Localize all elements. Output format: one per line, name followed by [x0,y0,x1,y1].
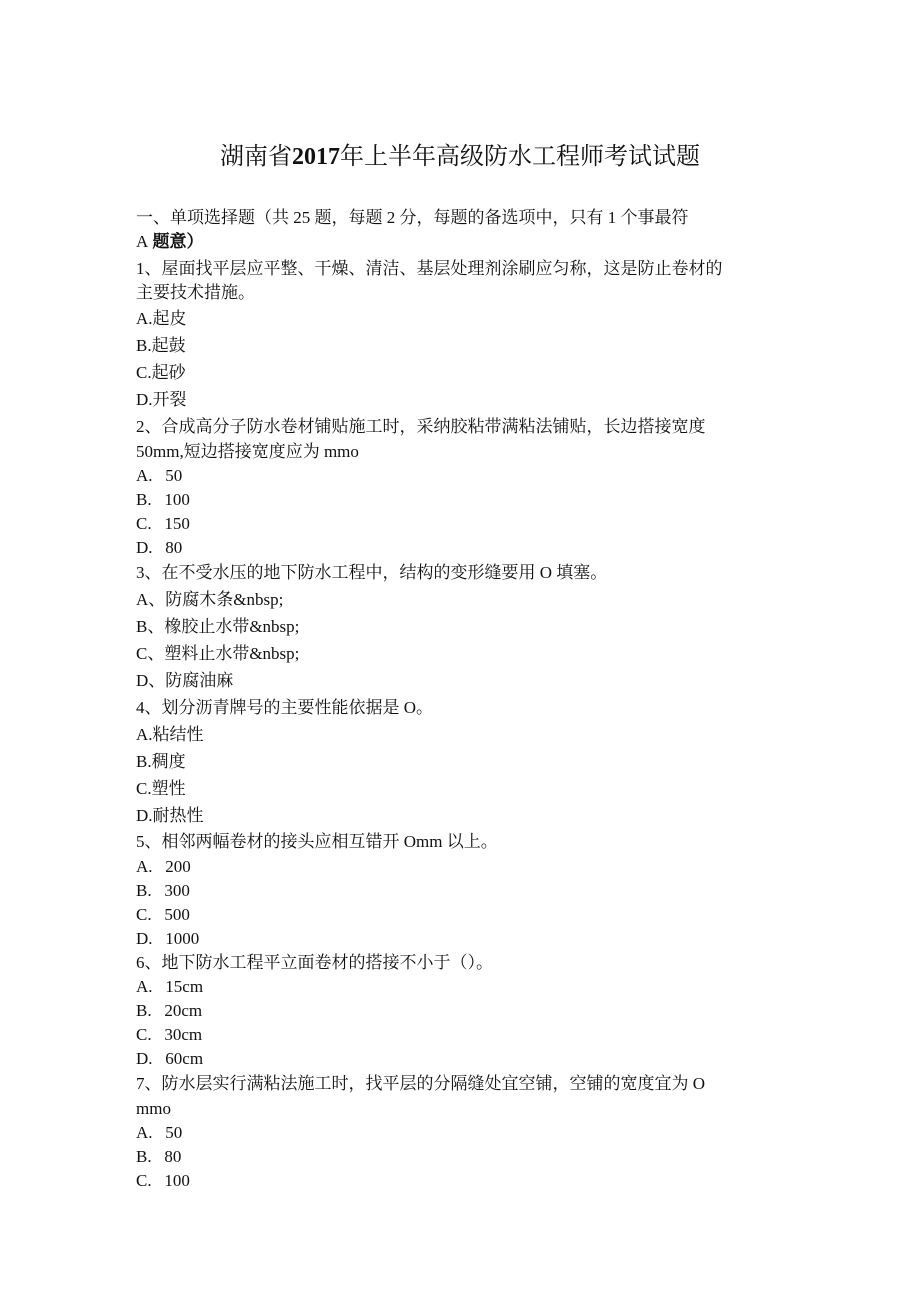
page-title [0,140,920,174]
title-suffix: 年上半年高级防水工程师考试试题 [340,144,700,170]
title-year: 2017 [292,144,340,170]
answer-option: D.耐热性 [136,806,204,825]
question-stem-line: 1、屋面找平层应平整、干燥、清洁、基层处理剂涂刷应匀称，这是防止卷材的 [136,259,723,278]
answer-option: C.塑性 [136,779,186,798]
answer-option: C. 30cm [136,1025,203,1044]
answer-option: D、防腐油麻 [136,671,234,690]
section-heading [136,206,786,254]
question-stem-line: 7、防水层实行满粘法施工时，找平层的分隔缝处宜空铺，空铺的宽度宜为 O [136,1074,706,1093]
answer-option: B. 300 [136,881,190,900]
document-body [136,206,786,1193]
question-stem-line: 5、相邻两幅卷材的接头应相互错开 Omm 以上。 [136,832,498,851]
question-stem-line: mmo [136,1099,171,1118]
answer-option: A.起皮 [136,309,187,328]
answer-option: A. 200 [136,857,191,876]
answer-option: D. 80 [136,538,183,557]
answer-option: A、防腐木条&nbsp; [136,590,284,609]
question-2 [136,413,786,560]
question-7 [136,1071,786,1193]
question-stem-line: 50mm,短边搭接宽度应为 mmo [136,442,359,461]
answer-option: C. 100 [136,1171,190,1190]
answer-option: B.稠度 [136,752,186,771]
question-stem-line: 3、在不受水压的地下防水工程中，结构的变形缝要用 O 填塞。 [136,563,608,582]
answer-option: A.粘结性 [136,725,204,744]
answer-option: B、橡胶止水带&nbsp; [136,617,300,636]
section-heading-line-2 [136,230,786,254]
answer-option: A. 50 [136,1123,183,1142]
answer-option: D. 1000 [136,929,200,948]
question-stem-line: 主要技术措施。 [136,283,255,302]
answer-option: C. 150 [136,514,190,533]
answer-option: A. 15cm [136,977,204,996]
answer-option: B. 80 [136,1147,182,1166]
question-stem-line: 6、地下防水工程平立面卷材的搭接不小于（）。 [136,953,493,972]
answer-option: A. 50 [136,466,183,485]
section-heading-line-1: 一、单项选择题（共 25 题，每题 2 分，每题的备选项中，只有 1 个事最符 [136,208,689,227]
answer-option: B. 20cm [136,1001,203,1020]
answer-option: B.起鼓 [136,336,186,355]
question-4 [136,694,786,829]
section-heading-letter: A [136,232,149,251]
question-5 [136,829,786,951]
answer-option: D.开裂 [136,390,187,409]
question-3 [136,560,786,694]
question-stem-line: 4、划分沥青牌号的主要性能依据是 O。 [136,698,434,717]
answer-option: C、塑料止水带&nbsp; [136,644,300,663]
question-stem-line: 2、合成高分子防水卷材铺贴施工时，采纳胶粘带满粘法铺贴，长边搭接宽度 [136,417,706,436]
answer-option: B. 100 [136,490,190,509]
title-prefix: 湖南省 [220,144,292,170]
answer-option: C.起砂 [136,363,186,382]
question-6 [136,951,786,1071]
answer-option: D. 60cm [136,1049,204,1068]
question-1 [136,257,786,413]
section-heading-tail: 题意） [148,232,204,251]
answer-option: C. 500 [136,905,190,924]
